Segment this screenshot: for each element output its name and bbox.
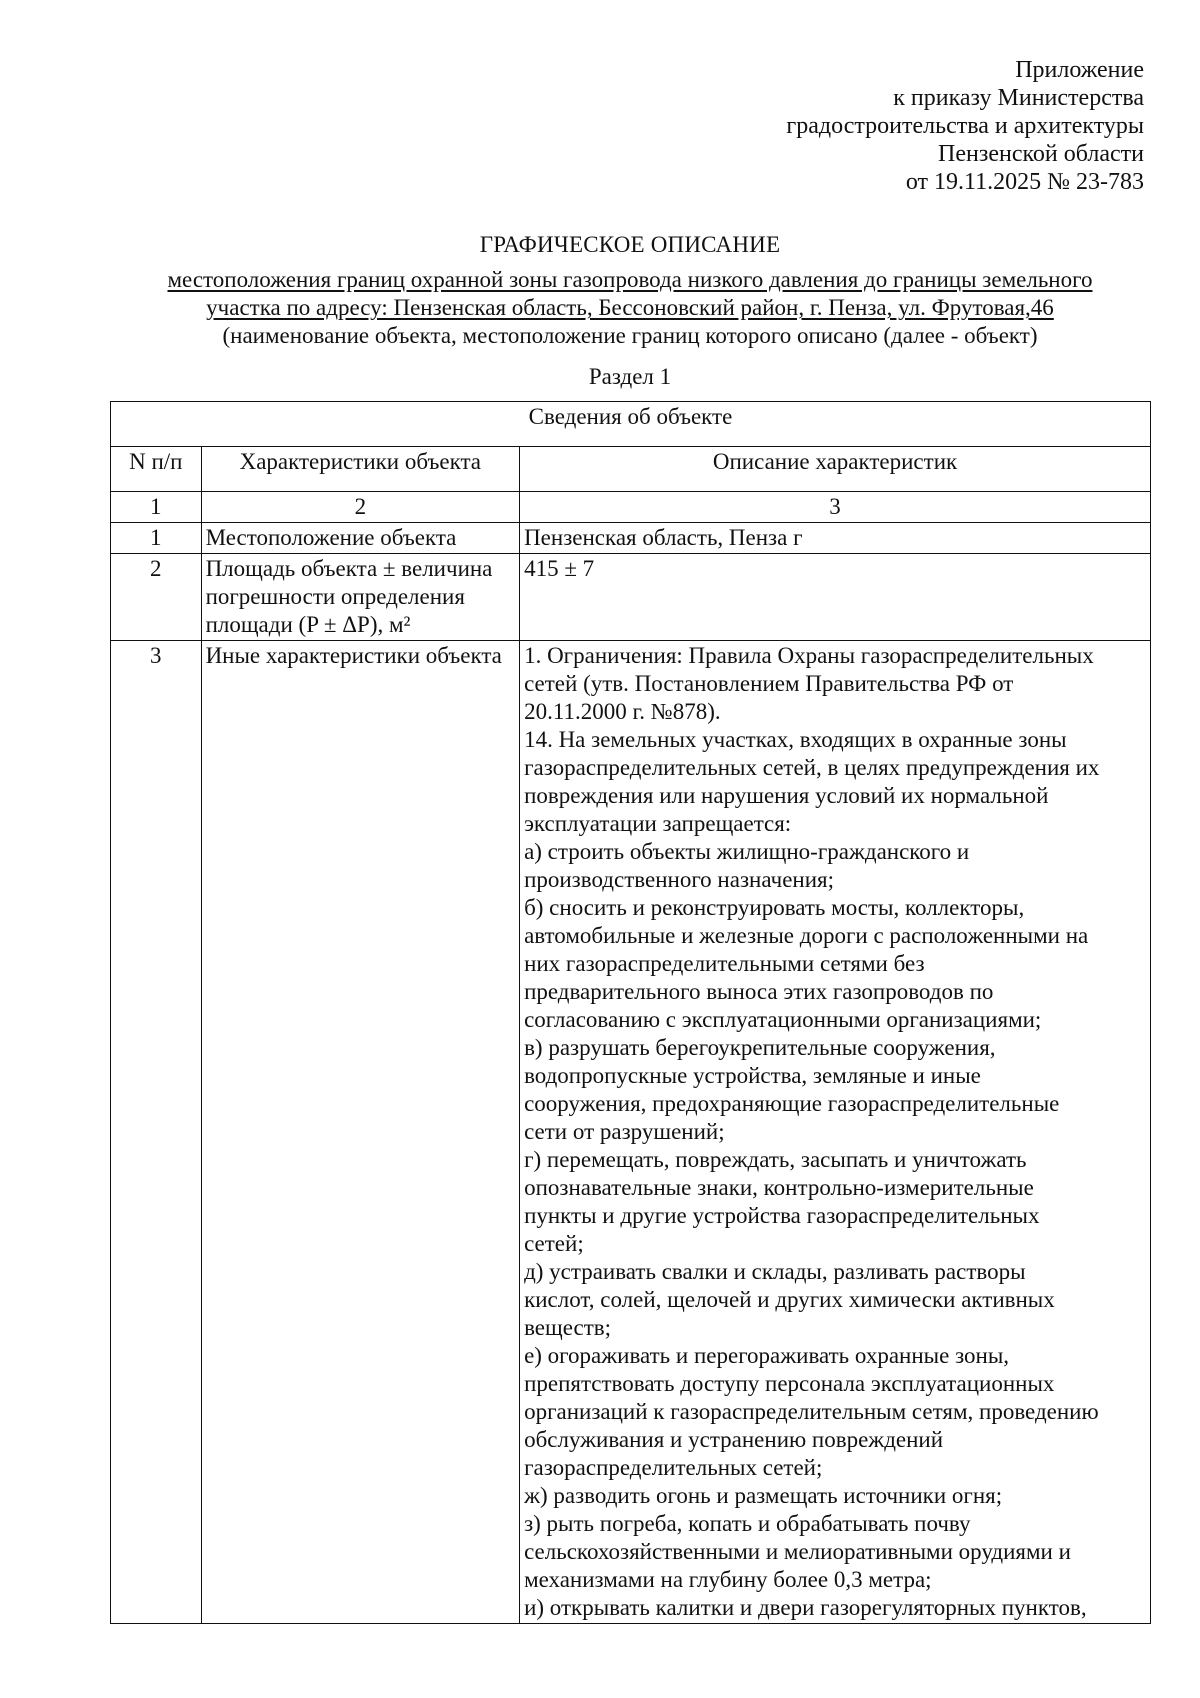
description-line: водопропускные устройства, земляные и иные [524, 1063, 981, 1088]
row-number-cell: 3 [111, 641, 202, 1624]
description-line: сети от разрушений; [524, 1119, 725, 1144]
column-number-cell: 1 [111, 492, 202, 523]
description-line: газораспределительных сетей, в целях предупреждения их [524, 755, 1100, 780]
table-column-number-row [111, 492, 1151, 523]
description-cell [520, 523, 1151, 554]
section-label: Раздел 1 [588, 364, 672, 389]
description-line: сетей; [524, 1231, 584, 1256]
description-line: пункты и другие устройства газораспределительных [524, 1203, 1040, 1228]
table-caption-row [111, 402, 1151, 447]
document-subtitle [110, 266, 1150, 350]
description-line: 20.11.2000 г. №878). [524, 699, 721, 724]
characteristic-cell: Иные характеристики объекта [201, 641, 520, 1624]
appendix-line: к приказу Министерства [893, 85, 1144, 111]
description-line: них газораспределительными сетями без [524, 951, 925, 976]
description-line: газораспределительных сетей; [524, 1455, 823, 1480]
description-line: согласованию с эксплуатационными организациями; [524, 1007, 1042, 1032]
description-line: а) строить объекты жилищно-гражданского и [524, 839, 970, 864]
description-cell [520, 641, 1151, 1624]
description-line: кислот, солей, щелочей и других химически активных [524, 1287, 1055, 1312]
description-line: эксплуатации запрещается: [524, 811, 792, 836]
description-line: препятствовать доступу персонала эксплуатационных [524, 1371, 1055, 1396]
characteristic-line: погрешности определения [205, 584, 465, 609]
characteristic-line: Площадь объекта ± величина [205, 556, 493, 581]
table-row [111, 641, 1151, 1624]
description-line: производственного назначения; [524, 867, 834, 892]
description-line: сельскохозяйственными и мелиоративными орудиями и [524, 1539, 1071, 1564]
characteristic-cell: Местоположение объекта [201, 523, 520, 554]
description-line: б) сносить и реконструировать мосты, коллекторы, [524, 895, 1025, 920]
document-title: ГРАФИЧЕСКОЕ ОПИСАНИЕ [479, 232, 781, 257]
appendix-line: Приложение [1015, 57, 1144, 83]
header-cell: Описание характеристик [520, 447, 1151, 492]
description-line: Пензенская область, Пенза г [524, 525, 803, 550]
description-line: и) открывать калитки и двери газорегуляторных пунктов, [524, 1595, 1087, 1620]
description-line: ж) разводить огонь и размещать источники огня; [524, 1483, 1003, 1508]
object-name-line: местоположения границ охранной зоны газопровода низкого давления до границы земельного [167, 267, 1093, 292]
object-name-line: участка по адресу: Пензенская область, Бессоновский район, г. Пенза, ул. Фрутовая,46 [206, 295, 1054, 320]
object-name-note: (наименование объекта, местоположение границ которого описано (далее - объект) [222, 323, 1038, 348]
row-number-cell: 1 [111, 523, 202, 554]
description-line: обслуживания и устранению повреждений [524, 1427, 944, 1452]
description-line: г) перемещать, повреждать, засыпать и уничтожать [524, 1147, 1027, 1172]
description-line: сетей (утв. Постановлением Правительства РФ от [524, 671, 1014, 696]
header-cell: Характеристики объекта [201, 447, 520, 492]
appendix-line: Пензенской области [938, 141, 1144, 167]
characteristic-line: площади (P ± ΔP), м² [205, 612, 411, 637]
description-line: 415 ± 7 [524, 556, 595, 581]
appendix-block [786, 56, 1144, 196]
appendix-line: от 19.11.2025 № 23-783 [905, 169, 1144, 195]
description-line: автомобильные и железные дороги с расположенными на [524, 923, 1089, 948]
description-line: механизмами на глубину более 0,3 метра; [524, 1567, 932, 1592]
table-caption: Сведения об объекте [111, 402, 1151, 447]
description-line: 1. Ограничения: Правила Охраны газораспределительных [524, 643, 1094, 668]
row-number-cell: 2 [111, 554, 202, 641]
description-line: д) устраивать свалки и склады, разливать растворы [524, 1259, 1026, 1284]
description-line: повреждения или нарушения условий их нормальной [524, 783, 1049, 808]
description-line: предварительного выноса этих газопроводов по [524, 979, 994, 1004]
description-line: в) разрушать берегоукрепительные сооружения, [524, 1035, 996, 1060]
description-line: сооружения, предохраняющие газораспределительные [524, 1091, 1060, 1116]
characteristic-cell [201, 554, 520, 641]
description-cell [520, 554, 1151, 641]
description-line: е) огораживать и перегораживать охранные зоны, [524, 1343, 1010, 1368]
description-line: 14. На земельных участках, входящих в охранные зоны [524, 727, 1067, 752]
description-line: з) рыть погреба, копать и обрабатывать почву [524, 1511, 971, 1536]
description-line: организаций к газораспределительным сетям, проведению [524, 1399, 1099, 1424]
table-row [111, 554, 1151, 641]
column-number-cell: 2 [201, 492, 520, 523]
description-line: веществ; [524, 1315, 611, 1340]
header-cell: N п/п [111, 447, 202, 492]
table-header-row [111, 447, 1151, 492]
description-line: опознавательные знаки, контрольно-измерительные [524, 1175, 1034, 1200]
column-number-cell: 3 [520, 492, 1151, 523]
object-info-table [110, 401, 1151, 1624]
table-row [111, 523, 1151, 554]
appendix-line: градостроительства и архитектуры [786, 113, 1144, 139]
